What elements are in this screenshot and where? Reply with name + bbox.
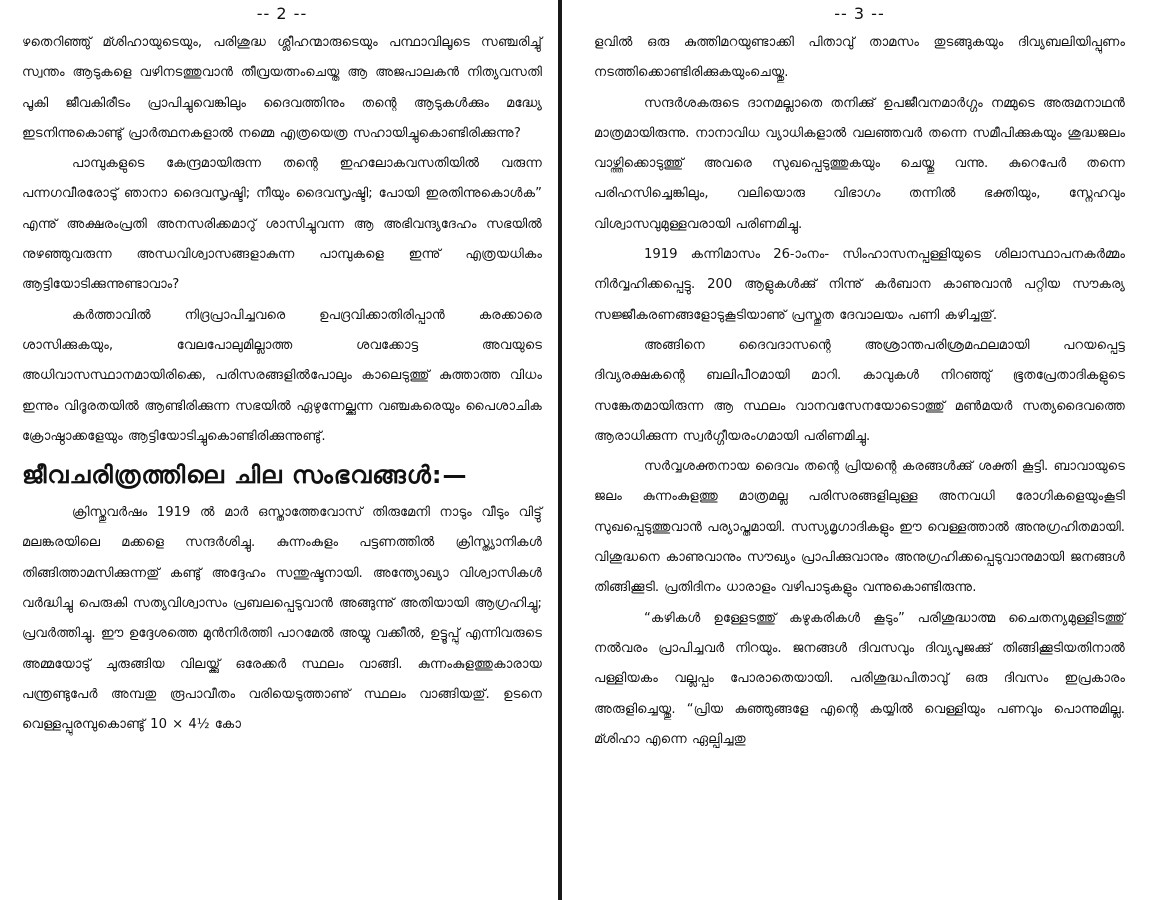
paragraph: ഴതെറിഞ്ഞു് മ്ശിഹായുടെയും, പരിശുദ്ധ ശ്ലീഹന്മാരുടെയും പന്ഥാവിലൂടെ സഞ്ചരിച്ചു് സ്വന്തം ആടുകളെ വഴിനടത്തുവാൻ തീവ്രയത്നംചെയ്ത ആ അജപാലകൻ നിത്യവസതി പൂകി ജീവകിരീടം പ്രാപിച്ചുവെങ്കിലും ദൈവത്തിനും തന്റെ ആടുകൾക്കും മദ്ധ്യേ ഇടനിന്നുകൊണ്ടു് പ്രാർത്ഥനകളാൽ നമ്മെ എത്രയെത്ര സഹായിച്ചുകൊണ്ടിരിക്കുന്നു?: [22, 35, 542, 141]
paragraph: സന്ദർശകരുടെ ദാനമല്ലാതെ തനിക്കു് ഉപജീവനമാർഗ്ഗം നമ്മുടെ അരുമനാഥൻ മാത്രമായിരുന്നു. നാനാവിധ വ്യാധികളാൽ വലഞ്ഞവർ തന്നെ സമീപിക്കുകയും ശുദ്ധജലം വാഴ്ത്തിക്കൊടുത്തു് അവരെ സുഖപ്പെടുത്തുകയും ചെയ്തു വന്നു. കുറെപേർ തന്നെ പരിഹസിച്ചെങ്കിലും, വലിയൊരു വിഭാഗം തന്നിൽ ഭക്തിയും, സ്നേഹവും വിശ്വാസവുമുള്ളവരായി പരിണമിച്ചു.: [594, 95, 1125, 232]
paragraph: 1919 കന്നിമാസം 26-ാംനം- സിംഹാസനപ്പള്ളിയുടെ ശിലാസ്ഥാപനകർമ്മം നിർവ്വഹിക്കപ്പെട്ടു. 200 ആളുകൾക്കു് നിന്നു് കർബാന കാണുവാൻ പറ്റിയ സൗകര്യ സജ്ജീകരണങ്ങളോടുകൂടിയാണു് പ്രസ്തുത ദേവാലയം പണി കഴിച്ചതു്.: [594, 247, 1125, 323]
paragraph: കർത്താവിൽ നിദ്രപ്രാപിച്ചവരെ ഉപദ്രവിക്കാതിരിപ്പാൻ കരക്കാരെ ശാസിക്കുകയും, വേലപോലുമില്ലാത്ത ശവക്കോട്ട അവയുടെ അധിവാസസ്ഥാനമായിരിക്കെ, പരിസരങ്ങളിൽപോലും കാലെടുത്തു് കുത്താത്ത വിധം ഇന്നും വിദൂരതയിൽ ആണ്ടിരിക്കുന്ന സഭയിൽ ഏഴുന്നേല്ക്കുന്ന വഞ്ചകരെയും പൈശാചിക ക്രോഷ്ഠാക്കളേയും ആട്ടിയോടിച്ചുകൊണ്ടിരിക്കുന്നുണ്ടു്.: [22, 307, 542, 444]
left-page: [0, 0, 556, 900]
page-number: -- 2 --: [256, 4, 308, 23]
right-page: [566, 0, 1151, 900]
paragraph: ളവിൽ ഒരു കുത്തിമറയുണ്ടാക്കി പിതാവു് താമസം തുടങ്ങുകയും ദിവ്യബലിയിപ്പുണം നടത്തിക്കൊണ്ടിരിക്കുകയുംചെയ്തു.: [594, 35, 1125, 81]
page-number: -- 3 --: [834, 4, 885, 23]
paragraph: ക്രിസ്തുവർഷം 1919 ൽ മാർ ഒസ്താത്തേവോസ് തിരുമേനി നാടും വീടും വിട്ടു് മലങ്കരയിലെ മക്കളെ സന്ദർശിച്ചു. കുന്നംകുളം പട്ടണത്തിൽ ക്രിസ്ത്യാനികൾ തിങ്ങിത്താമസിക്കുന്നതു് കണ്ടു് അദ്ദേഹം സന്തുഷ്ടനായി. അന്ത്യോഖ്യാ വിശ്വാസികൾ വർദ്ധിച്ചു പെരുകി സത്യവിശ്വാസം പ്രബലപ്പെടുവാൻ അങ്ങുന്നു് അതിയായി ആഗ്രഹിച്ചു; പ്രവർത്തിച്ചു. ഈ ഉദ്ദേശത്തെ മുൻനിർത്തി പാറമേൽ അയ്യു വക്കീൽ, ഉട്ടൂപ്പു് എന്നിവരുടെ അമ്മയോടു് ചുരുങ്ങിയ വിലയ്ക്കു് ഒരേക്കർ സ്ഥലം വാങ്ങി. കുന്നംകുളത്തുകാരായ പന്ത്രണ്ടുപേർ അമ്പതു രൂപാവീതം വരിയെടുത്താണു് സ്ഥലം വാങ്ങിയതു്. ഉടനെ വെള്ളപ്പുരമ്പുകൊണ്ടു് 10 × 4½ കോ: [22, 505, 542, 733]
section-heading: ജീവചരിത്രത്തിലെ ചില സംഭവങ്ങൾ:—: [22, 461, 468, 490]
paragraph: അങ്ങിനെ ദൈവദാസന്റെ അശ്രാന്തപരിശ്രമഫലമായി പറയപ്പെട്ട ദിവ്യരക്ഷകന്റെ ബലിപീഠമായി മാറി. കാവുകൾ നിറഞ്ഞു് ഭൂതപ്രേതാദികളുടെ സങ്കേതമായിരുന്ന ആ സ്ഥലം വാനവസേനയോടൊത്തു് മൺമയർ സത്യദൈവത്തെ ആരാധിക്കുന്ന സ്വർഗ്ഗീയരംഗമായി പരിണമിച്ചു.: [594, 337, 1125, 444]
page-gutter-divider: [558, 0, 562, 900]
paragraph: സർവ്വശക്തനായ ദൈവം തന്റെ പ്രിയന്റെ കരങ്ങൾക്കു് ശക്തി കൂട്ടി. ബാവായുടെ ജലം കുന്നംകുളത്തു മാത്രമല്ല പരിസരങ്ങളിലുള്ള അനവധി രോഗികളെയുംകൂടി സുഖപ്പെടുത്തുവാൻ പര്യാപ്തമായി. സസ്യമൃഗാദികളും ഈ വെള്ളത്താൽ അനുഗ്രഹിതമായി. വിശുദ്ധനെ കാണുവാനും സൗഖ്യം പ്രാപിക്കുവാനും അനുഗ്രഹിക്കപ്പെടുവാനുമായി ജനങ്ങൾ തിങ്ങിക്കൂടി. പ്രതിദിനം ധാരാളം വഴിപാടുകളും വന്നുകൊണ്ടിരുന്നു.: [594, 459, 1125, 596]
paragraph: “കഴികൾ ഉള്ളേടത്തു് കഴുകരികൾ കൂടും” പരിശുദ്ധാത്മ ചൈതന്യമുള്ളിടത്തു് നൽവരം പ്രാപിച്ചവർ നിറയും. ജനങ്ങൾ ദിവസവും ദിവ്യപൂജക്കു് തിങ്ങിക്കൂടിയതിനാൽ പള്ളിയകം വല്ലപ്പം പോരാതെയായി. പരിശുദ്ധപിതാവു് ഒരു ദിവസം ഇപ്രകാരം അരുളിച്ചെയ്തു. “പ്രിയ കുഞ്ഞുങ്ങളേ എന്റെ കയ്യിൽ വെള്ളിയും പണവും പൊന്നുമില്ല. മ്ശിഹാ എന്നെ ഏല്പിച്ചതു: [594, 610, 1125, 747]
paragraph: പാമ്പുകളുടെ കേന്ദ്രമായിരുന്ന തന്റെ ഇഹലോകവസതിയിൽ വരുന്ന പന്നഗവീരരോടു് ഞാനാ ദൈവസൃഷ്ടി; നീയും ദൈവസൃഷ്ടി; പോയി ഇരതിന്നുകൊൾക” എന്നു് അക്ഷരംപ്രതി അനസരിക്കമാറു് ശാസിച്ചുവന്ന ആ അഭിവന്ദ്യദേഹം സഭയിൽ നുഴഞ്ഞുവരുന്ന അന്ധവിശ്വാസങ്ങളാകുന്ന പാമ്പുകളെ ഇന്നു് എത്രയധികം ആട്ടിയോടിക്കുന്നുണ്ടാവാം?: [22, 156, 542, 293]
